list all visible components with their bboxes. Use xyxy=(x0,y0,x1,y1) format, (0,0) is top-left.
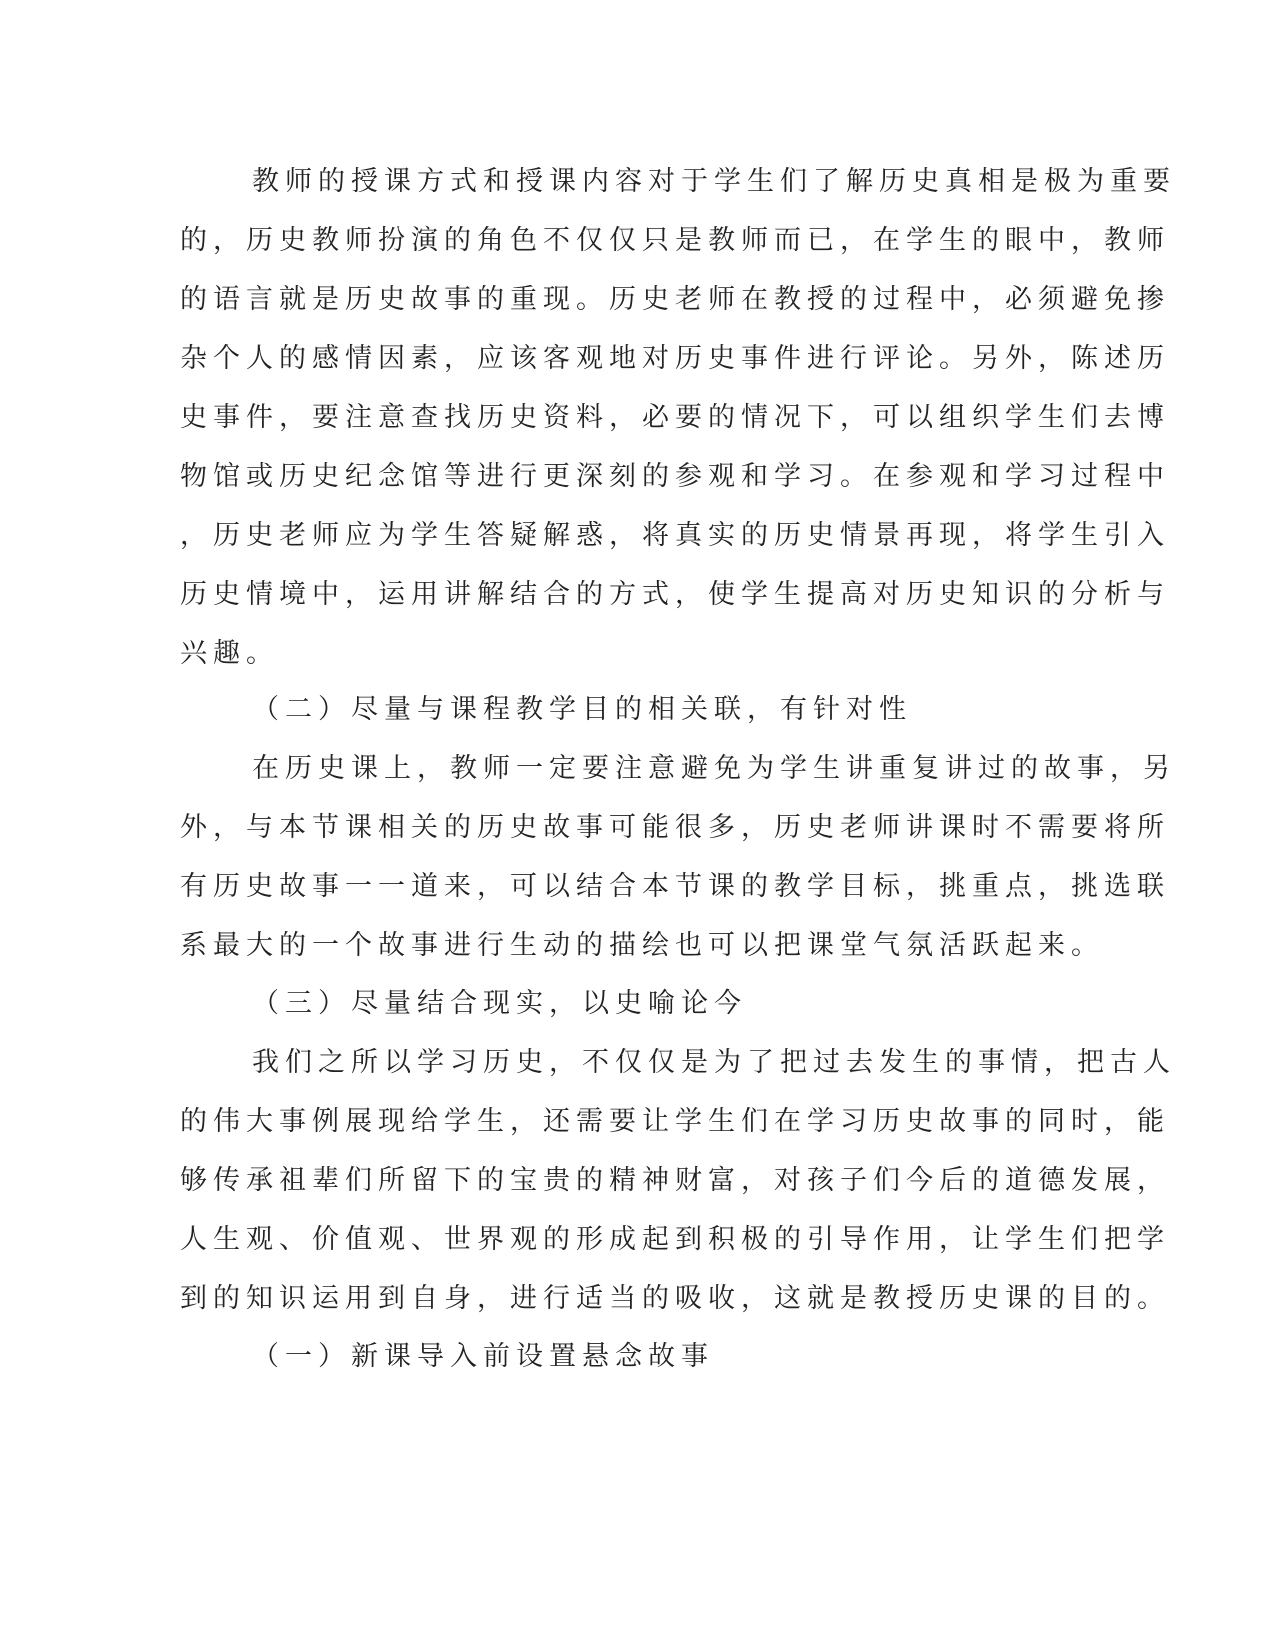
paragraph-line: 够传承祖辈们所留下的宝贵的精神财富，对孩子们今后的道德发展， xyxy=(180,1165,1170,1196)
paragraph-line: 在历史课上，教师一定要注意避免为学生讲重复讲过的故事，另 xyxy=(252,753,1176,784)
paragraph-line: 教师的授课方式和授课内容对于学生们了解历史真相是极为重要 xyxy=(252,166,1176,197)
paragraph-line: 的伟大事例展现给学生，还需要让学生们在学习历史故事的同时，能 xyxy=(180,1106,1170,1137)
paragraph-line: ，历史老师应为学生答疑解惑，将真实的历史情景再现，将学生引入 xyxy=(180,520,1170,551)
paragraph-line: 外，与本节课相关的历史故事可能很多，历史老师讲课时不需要将所 xyxy=(180,812,1170,843)
paragraph-line: 到的知识运用到自身，进行适当的吸收，这就是教授历史课的目的。 xyxy=(180,1283,1170,1314)
paragraph-line: 我们之所以学习历史，不仅仅是为了把过去发生的事情，把古人 xyxy=(252,1047,1176,1078)
paragraph-line: 史事件，要注意查找历史资料，必要的情况下，可以组织学生们去博 xyxy=(180,402,1170,433)
paragraph-line: 物馆或历史纪念馆等进行更深刻的参观和学习。在参观和学习过程中 xyxy=(180,461,1170,492)
paragraph-line: 有历史故事一一道来，可以结合本节课的教学目标，挑重点，挑选联 xyxy=(180,871,1170,902)
section-heading: （二）尽量与课程教学目的相关联，有针对性 xyxy=(252,694,912,725)
paragraph-line: 杂个人的感情因素，应该客观地对历史事件进行评论。另外，陈述历 xyxy=(180,343,1170,374)
paragraph-line: 历史情境中，运用讲解结合的方式，使学生提高对历史知识的分析与 xyxy=(180,579,1170,610)
section-heading: （一）新课导入前设置悬念故事 xyxy=(252,1341,714,1372)
paragraph-line: 的语言就是历史故事的重现。历史老师在教授的过程中，必须避免掺 xyxy=(180,284,1170,315)
paragraph-line: 兴趣。 xyxy=(180,638,279,669)
section-heading: （三）尽量结合现实，以史喻论今 xyxy=(252,988,747,1019)
paragraph-line: 系最大的一个故事进行生动的描绘也可以把课堂气氛活跃起来。 xyxy=(180,930,1104,961)
paragraph-line: 的，历史教师扮演的角色不仅仅只是教师而已，在学生的眼中，教师 xyxy=(180,225,1170,256)
paragraph-line: 人生观、价值观、世界观的形成起到积极的引导作用，让学生们把学 xyxy=(180,1224,1170,1255)
